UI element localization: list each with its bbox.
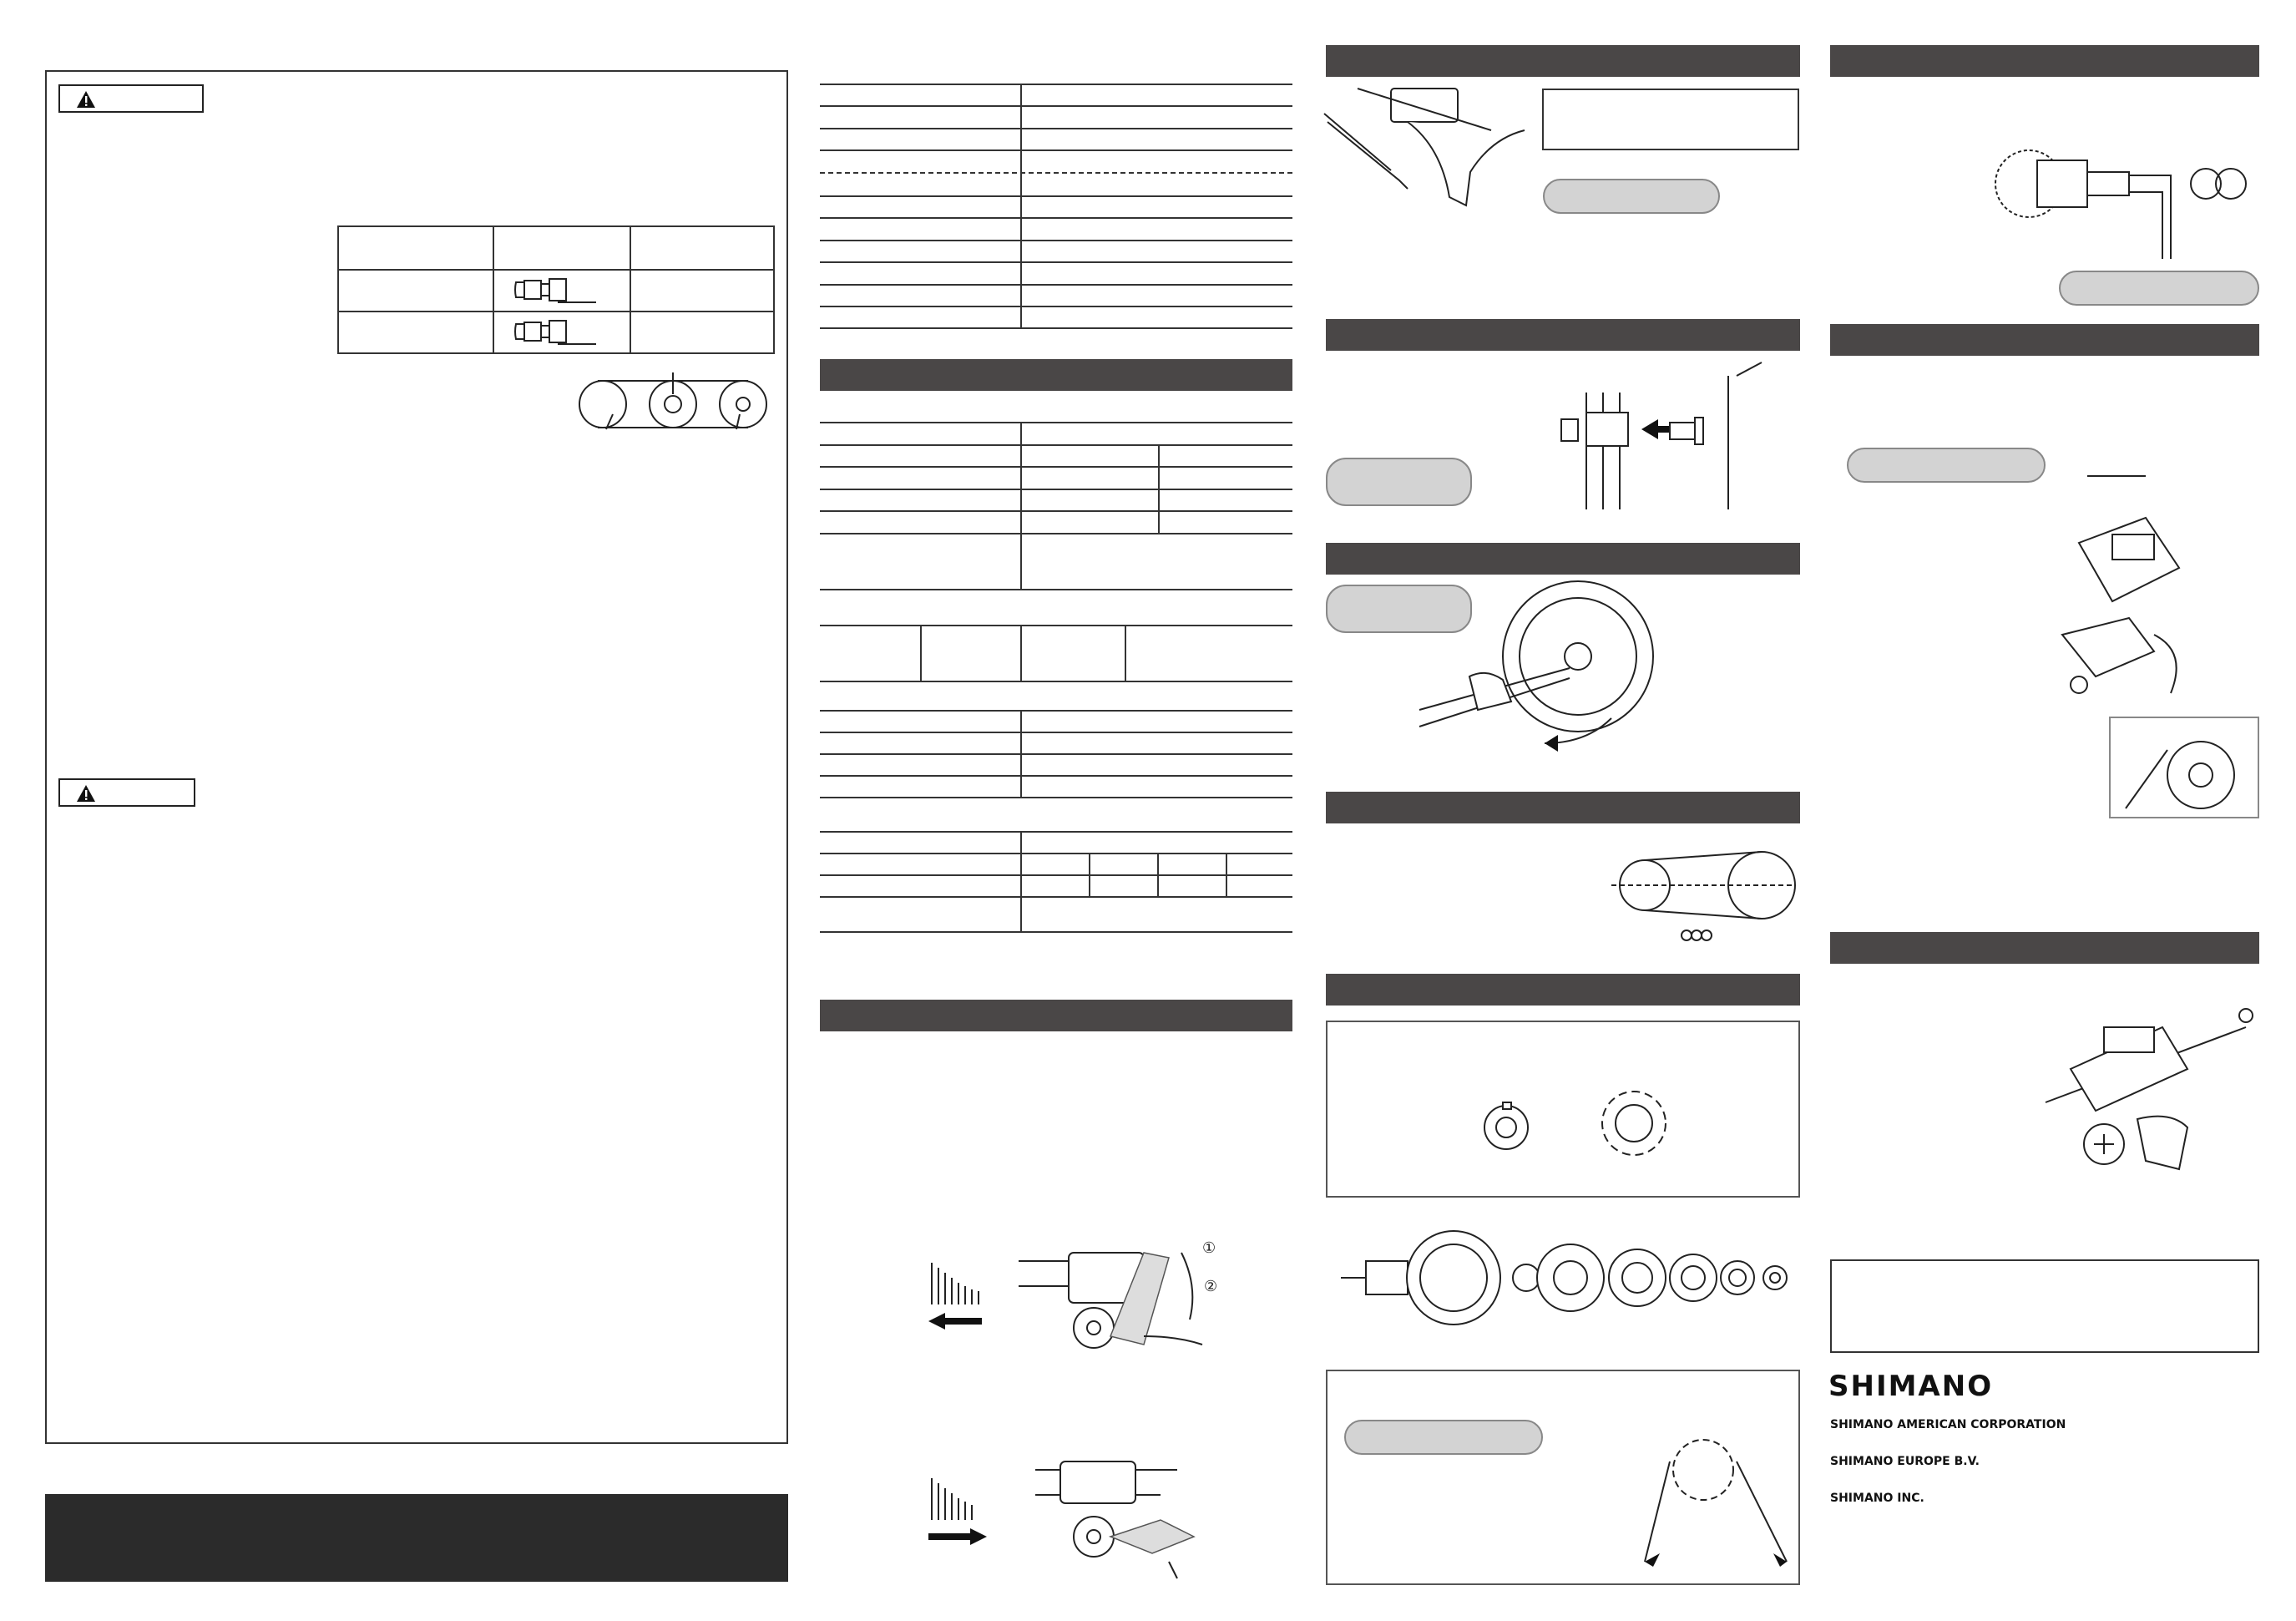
warning-triangle-icon: [77, 91, 95, 108]
cassette-exploded-diagram: [1333, 1219, 1800, 1336]
freehub-tool-diagram: [1987, 117, 2246, 259]
gear-indicator-icon: [928, 1478, 987, 1545]
warning-label-top: [58, 84, 204, 113]
callout-pill: [2059, 271, 2259, 306]
note-box: [1830, 1259, 2259, 1353]
office-name-japan: SHIMANO INC.: [1830, 1492, 1924, 1505]
lever-installation-diagram: [1324, 80, 1525, 222]
callout-pill: [1847, 448, 2046, 483]
section-header-bar: [1326, 974, 1800, 1006]
spec-table-lower: [820, 710, 1292, 797]
chain-length-diagram: [1611, 852, 1812, 952]
section-header-bar: [1830, 932, 2259, 964]
office-name-americas: SHIMANO AMERICAN CORPORATION: [1830, 1418, 2066, 1431]
shimano-logo: SHIMANO: [1828, 1370, 1994, 1403]
crank-removal-diagram: [1419, 576, 1653, 760]
section-header-bar: [1830, 45, 2259, 77]
cassette-detail-box: [1326, 1021, 1800, 1198]
note-box: [1542, 89, 1799, 150]
callout-pill: [1344, 1420, 1543, 1455]
warning-triangle-icon: [77, 785, 95, 802]
gear-indicator-icon: [928, 1263, 987, 1321]
sprocket-icon: [1596, 1086, 1671, 1161]
section-header-bar: [1326, 792, 1800, 823]
section-header-bar: [1326, 543, 1800, 575]
shifter-disassembly-diagram: [2029, 468, 2196, 702]
connecting-pin-icon: [514, 319, 598, 344]
section-header-bar: [1326, 45, 1800, 77]
spec-table-top: [820, 84, 1292, 327]
chain-link-diagram: [573, 371, 773, 438]
shifter-lever-diagram: [1010, 1219, 1227, 1370]
section-header-bar: [1830, 324, 2259, 356]
spec-table-middle: [820, 422, 1292, 681]
spec-table-bottom: [820, 831, 1292, 931]
lever-angle-1-label: ①: [1202, 1239, 1216, 1256]
warning-label-bottom: [58, 778, 195, 807]
lockring-tool-icon: [1481, 1102, 1531, 1152]
connecting-pin-icon: [514, 277, 598, 302]
footer-banner: [45, 1494, 788, 1582]
bottom-bracket-diagram: [1553, 359, 1787, 509]
callout-pill: [1326, 458, 1472, 506]
shifter-lever-diagram: [1010, 1445, 1227, 1578]
section-header-bar: [820, 359, 1292, 391]
section-header-bar: [820, 1000, 1292, 1031]
cable-adjust-diagram: [2046, 977, 2254, 1161]
chain-pin-table: [337, 225, 775, 354]
cable-guide-detail: [2109, 717, 2259, 818]
section-header-bar: [1326, 319, 1800, 351]
chain-whip-diagram: [1636, 1436, 1803, 1570]
office-name-europe: SHIMANO EUROPE B.V.: [1830, 1455, 1980, 1468]
callout-pill: [1543, 179, 1720, 214]
lever-angle-2-label: ②: [1204, 1278, 1218, 1294]
